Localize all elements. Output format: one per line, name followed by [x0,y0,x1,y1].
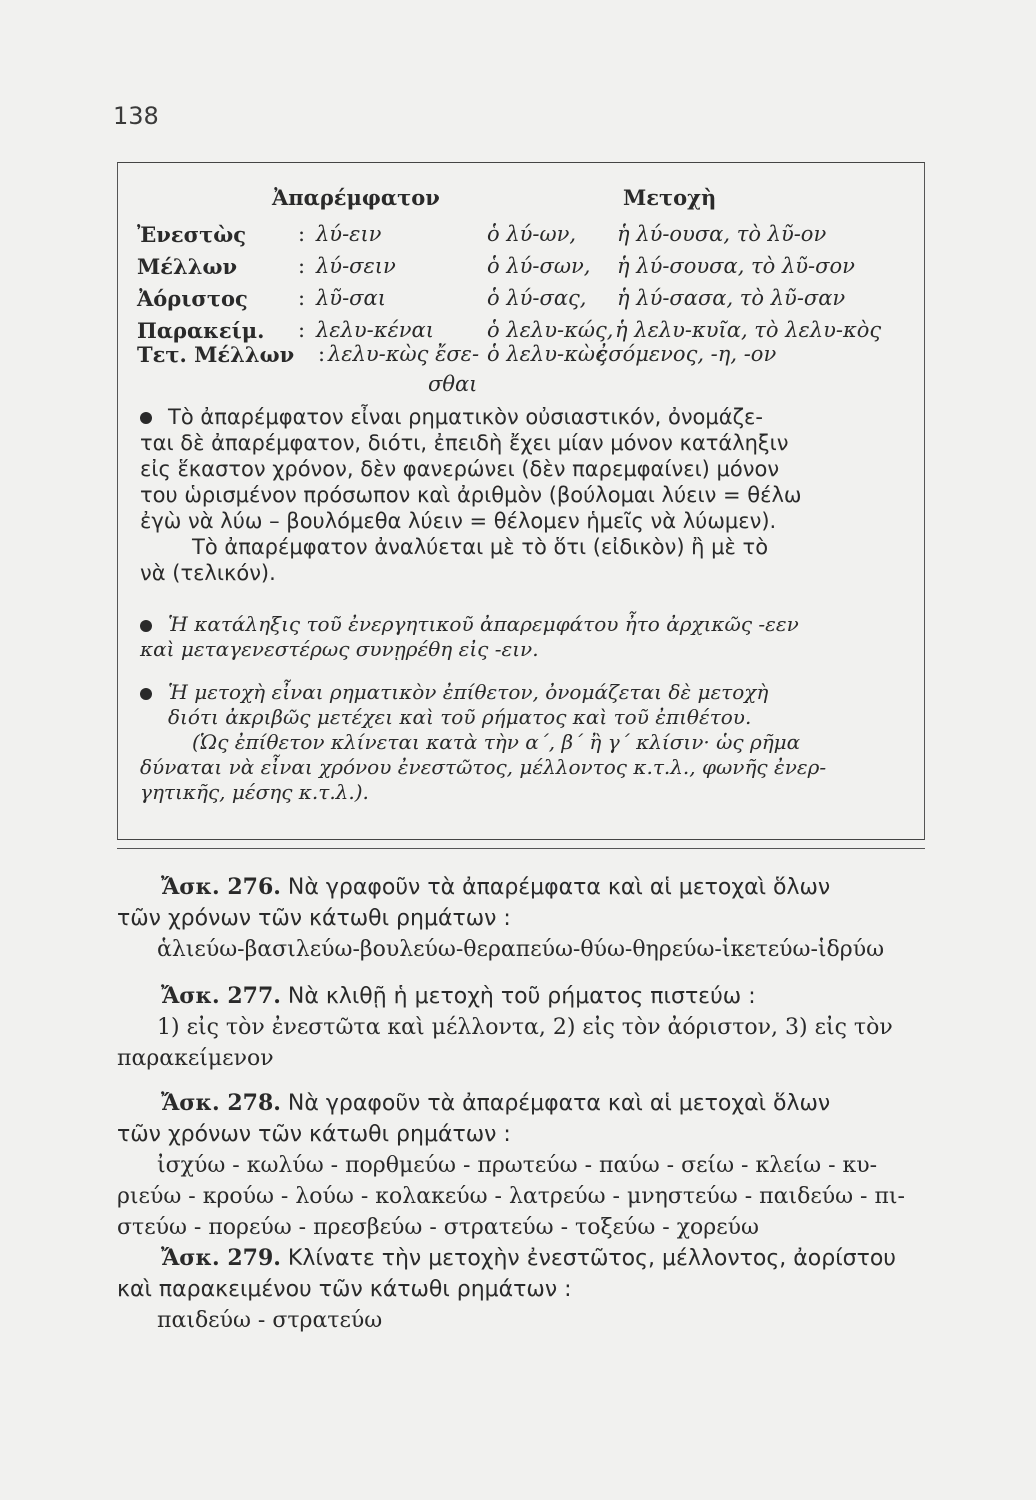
infinitive-form: λῦ-σαι [316,286,386,310]
colon: : [298,222,306,246]
exercise-body: στεύω - πορεύω - πρεσβεύω - στρατεύω - τοξεύω - χορεύω [117,1215,759,1240]
exercise-body: ριεύω - κρούω - λούω - κολακεύω - λατρεύω - μνηστεύω - παιδεύω - πι- [117,1184,905,1209]
exercise-label: Ἄσκ. 277. [161,983,281,1009]
exercise-label: Ἄσκ. 279. [161,1245,281,1271]
colon: : [298,286,306,310]
participle-masc: ὁ λύ-ων, [487,222,577,246]
participle-fem-neut: ἐσόμενος, -η, -ον [597,342,777,366]
note1-line: Τὸ ἀπαρέμφατον εἶναι ρηματικὸν οὐσιαστικόν, ὀνομάζε- [168,405,763,429]
note3-line: Ἡ μετοχὴ εἶναι ρηματικὸν ἐπίθετον, ὀνομάζεται δὲ μετοχὴ [168,680,769,704]
participle-masc: ὁ λύ-σας, [487,286,587,310]
colon: : [298,318,306,342]
tense-label: Μέλλων [137,254,238,279]
note1-line: του ὡρισμένον πρόσωπον καὶ ἀριθμὸν (βούλομαι λύειν = θέλω [140,483,802,507]
colon: : [298,254,306,278]
note2-line: καὶ μεταγενεστέρως συνῃρέθη εἰς -ειν. [140,637,539,661]
note3-line: γητικῆς, μέσης κ.τ.λ.). [140,780,369,804]
colon: : [318,342,326,366]
exercise-text: Νὰ κλιθῇ ἡ μετοχὴ τοῦ ρήματος πιστεύω : [287,984,756,1009]
note-ending [140,612,920,662]
exercise-text: Νὰ γραφοῦν τὰ ἀπαρέμφατα καὶ αἱ μετοχαὶ ὅλων [287,875,831,900]
participle-fem-neut: ἡ λύ-σουσα, τὸ λῦ-σον [617,254,855,278]
exercise-text: τῶν χρόνων τῶν κάτωθι ρημάτων : [117,906,511,931]
note-infinitive [140,404,920,586]
exercise-body: παρακείμενον [117,1046,274,1071]
infinitive-continuation: σθαι [428,372,478,396]
bullet-icon [140,620,152,632]
bullet-icon [140,688,152,700]
exercise-text: Νὰ γραφοῦν τὰ ἀπαρέμφατα καὶ αἱ μετοχαὶ ὅλων [287,1091,831,1116]
bullet-icon [140,412,152,424]
tense-label: Τετ. Μέλλων [137,342,295,367]
note1-line: ἐγὼ νὰ λύω – βουλόμεθα λύειν = θέλομεν ἡμεῖς νὰ λύωμεν). [140,509,777,533]
note-participle [140,680,920,805]
header-participle: Μετοχὴ [623,185,717,210]
page-number: 138 [113,102,159,130]
participle-masc: ὁ λελυ-κώς, [487,318,614,342]
exercise-text: καὶ παρακειμένου τῶν κάτωθι ρημάτων : [117,1277,572,1302]
infinitive-form: λελυ-κὼς ἔσε- [328,342,480,366]
exercise-label: Ἄσκ. 276. [161,874,281,900]
note3-line: (Ὡς ἐπίθετον κλίνεται κατὰ τὴν α΄, β΄ ἢ γ΄ κλίσιν· ὡς ρῆμα [192,730,801,754]
header-infinitive: Ἀπαρέμφατον [272,185,440,210]
note2-line: Ἡ κατάληξις τοῦ ἐνεργητικοῦ ἀπαρεμφάτου ἦτο ἀρχικῶς -εεν [168,612,799,636]
exercise-body: ἰσχύω - κωλύω - πορθμεύω - πρωτεύω - παύω - σείω - κλείω - κυ- [157,1153,878,1178]
exercise-label: Ἄσκ. 278. [161,1090,281,1116]
tense-label: Ἀόριστος [137,286,248,311]
participle-fem-neut: ἡ λύ-σασα, τὸ λῦ-σαν [617,286,846,310]
note3-line: δύναται νὰ εἶναι χρόνου ἐνεστῶτος, μέλλοντος κ.τ.λ., φωνῆς ἐνερ- [140,755,827,779]
exercise-278 [117,1088,932,1243]
exercise-body: παιδεύω - στρατεύω [157,1308,383,1333]
note3-line: διότι ἀκριβῶς μετέχει καὶ τοῦ ρήματος καὶ τοῦ ἐπιθέτου. [168,705,752,729]
note1-line: Τὸ ἀπαρέμφατον ἀναλύεται μὲ τὸ ὅτι (εἰδικὸν) ἢ μὲ τὸ [192,535,769,559]
note1-line: ται δὲ ἀπαρέμφατον, διότι, ἐπειδὴ ἔχει μίαν μόνον κατάληξιν [140,431,789,455]
participle-fem-neut: ἡ λελυ-κυῖα, τὸ λελυ-κὸς [615,318,882,342]
tense-label: Ἐνεστὼς [137,222,246,247]
infinitive-form: λελυ-κέναι [316,318,434,342]
exercise-text: Κλίνατε τὴν μετοχὴν ἐνεστῶτος, μέλλοντος, ἀορίστου [287,1246,897,1271]
exercise-text: τῶν χρόνων τῶν κάτωθι ρημάτων : [117,1122,511,1147]
participle-masc: ὁ λύ-σων, [487,254,591,278]
infinitive-form: λύ-σειν [316,254,396,278]
exercise-279 [117,1243,932,1336]
note1-line: εἰς ἕκαστον χρόνον, δὲν φανερώνει (δὲν παρεμφαίνει) μόνον [140,457,780,481]
infinitive-form: λύ-ειν [316,222,382,246]
exercise-277 [117,981,932,1074]
participle-masc: ὁ λελυ-κὼς [487,342,607,366]
tense-label: Παρακείμ. [137,318,265,343]
participle-fem-neut: ἡ λύ-ουσα, τὸ λῦ-ον [617,222,827,246]
box-bottom-rule [117,848,925,849]
exercise-body: 1) εἰς τὸν ἐνεστῶτα καὶ μέλλοντα, 2) εἰς τὸν ἀόριστον, 3) εἰς τὸν [157,1015,893,1040]
exercise-276 [117,872,932,965]
exercise-body: ἁλιεύω-βασιλεύω-βουλεύω-θεραπεύω-θύω-θηρεύω-ἱκετεύω-ἱδρύω [157,937,885,962]
note1-line: νὰ (τελικόν). [140,561,276,585]
